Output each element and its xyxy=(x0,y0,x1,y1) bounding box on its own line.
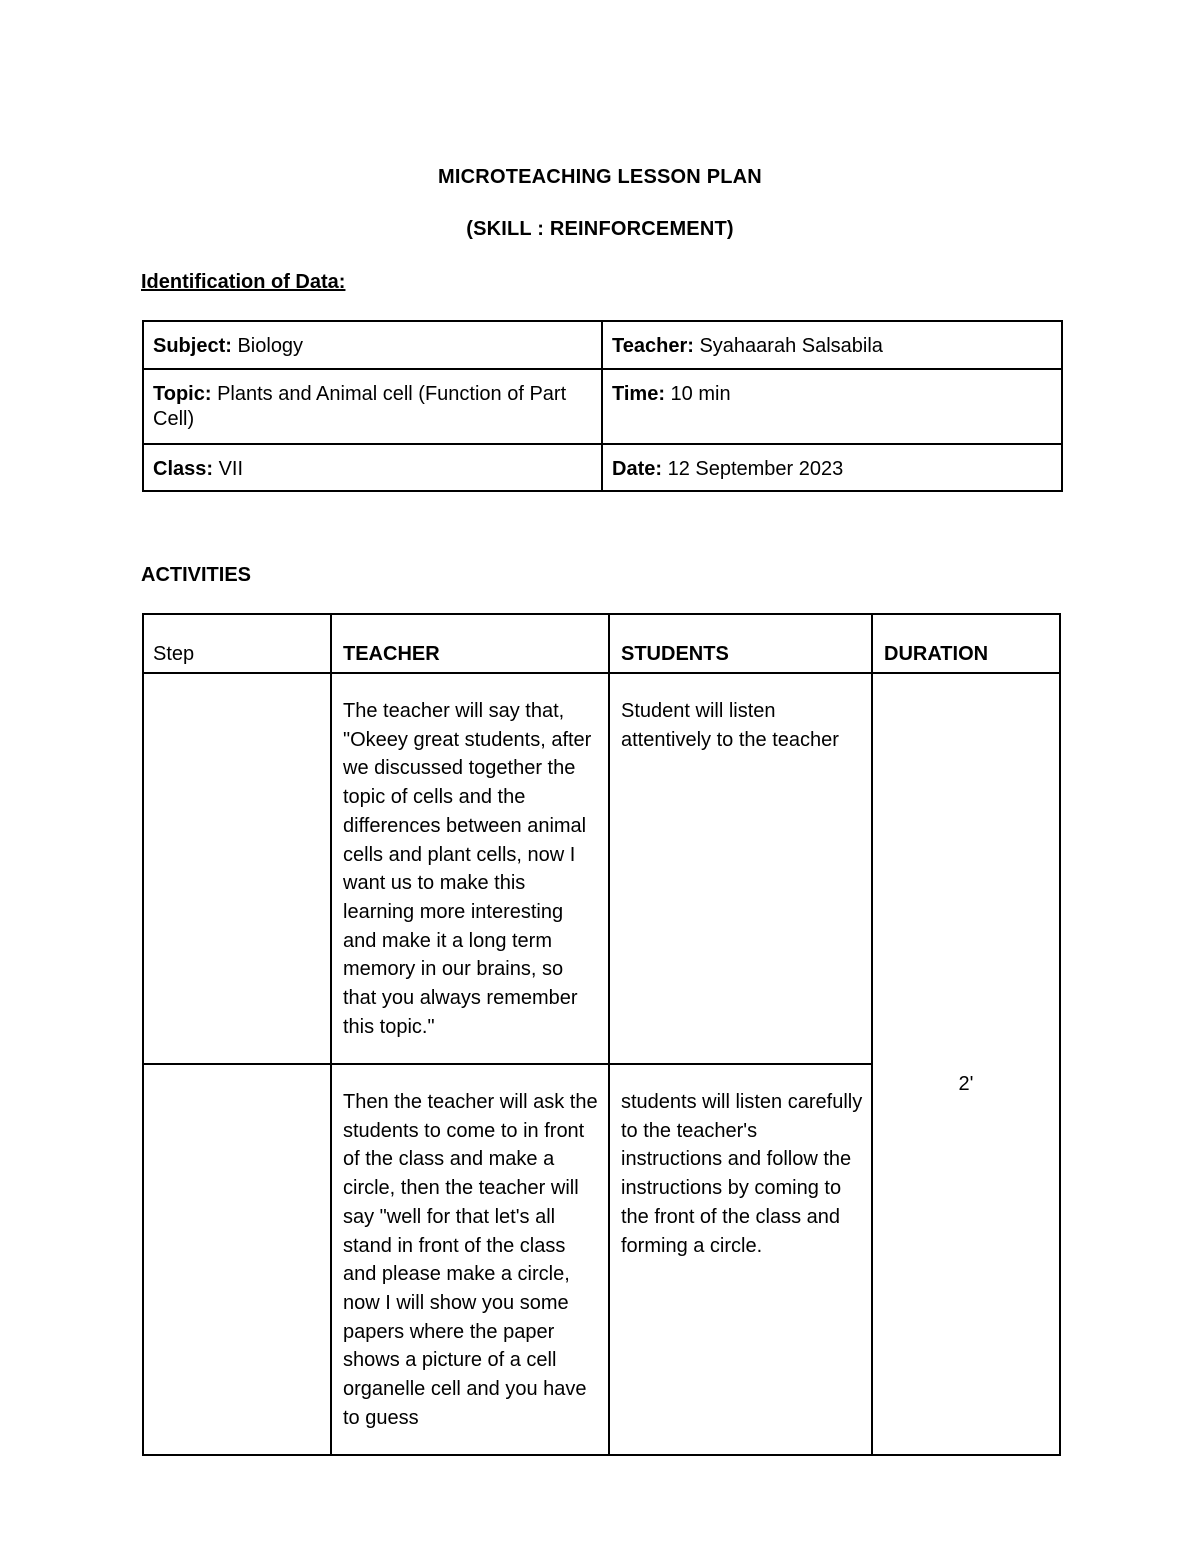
activities-heading: ACTIVITIES xyxy=(141,564,252,586)
topic-cell xyxy=(143,369,602,444)
step-cell xyxy=(143,673,331,1064)
header-students: STUDENTS xyxy=(609,614,872,673)
table-header-row xyxy=(143,614,1060,673)
date-label: Date: xyxy=(612,458,663,480)
date-value: 12 September 2023 xyxy=(662,458,844,480)
header-step: Step xyxy=(143,614,331,673)
table-row xyxy=(143,369,1062,444)
subject-label: Subject: xyxy=(153,335,232,357)
header-teacher: TEACHER xyxy=(331,614,609,673)
teacher-value: Syahaarah Salsabila xyxy=(693,335,883,357)
students-activity-cell: Student will listen attentively to the teacher xyxy=(609,673,872,1064)
class-label: Class: xyxy=(153,458,214,480)
students-activity-cell: students will listen carefully to the teacher's instructions and follow the instructions by coming to the front of the class and forming a circle. xyxy=(609,1064,872,1455)
activities-table xyxy=(142,613,1061,1456)
class-cell xyxy=(143,444,602,491)
table-row xyxy=(143,444,1062,491)
duration-cell: 2' xyxy=(872,673,1060,1455)
table-row xyxy=(143,321,1062,369)
teacher-cell xyxy=(602,321,1062,369)
identification-table xyxy=(142,320,1063,492)
date-cell xyxy=(602,444,1062,491)
time-label: Time: xyxy=(612,383,665,405)
teacher-label: Teacher: xyxy=(612,335,694,357)
topic-value: Plants and Animal cell (Function of Part Cell) xyxy=(153,383,567,430)
class-value: VII xyxy=(213,458,244,480)
time-value: 10 min xyxy=(664,383,731,405)
teacher-activity-cell: The teacher will say that, "Okeey great students, after we discussed together the topic of cells and the differences between animal cells and plant cells, now I want us to make this learning more interesting and make it a long term memory in our brains, so that you always remember this topic." xyxy=(331,673,609,1064)
subject-value: Biology xyxy=(231,335,304,357)
table-row xyxy=(143,673,1060,1064)
step-cell xyxy=(143,1064,331,1455)
topic-label: Topic: xyxy=(153,383,212,405)
teacher-activity-cell: Then the teacher will ask the students to come to in front of the class and make a circle, then the teacher will say "well for that let's all stand in front of the class and please make a circle, now I will show you some papers where the paper shows a picture of a cell organelle cell and you have to guess xyxy=(331,1064,609,1455)
identification-heading: Identification of Data: xyxy=(141,271,346,293)
document-title: MICROTEACHING LESSON PLAN xyxy=(438,166,762,188)
time-cell xyxy=(602,369,1062,444)
header-duration: DURATION xyxy=(872,614,1060,673)
document-subtitle: (SKILL : REINFORCEMENT) xyxy=(466,218,734,240)
subject-cell xyxy=(143,321,602,369)
